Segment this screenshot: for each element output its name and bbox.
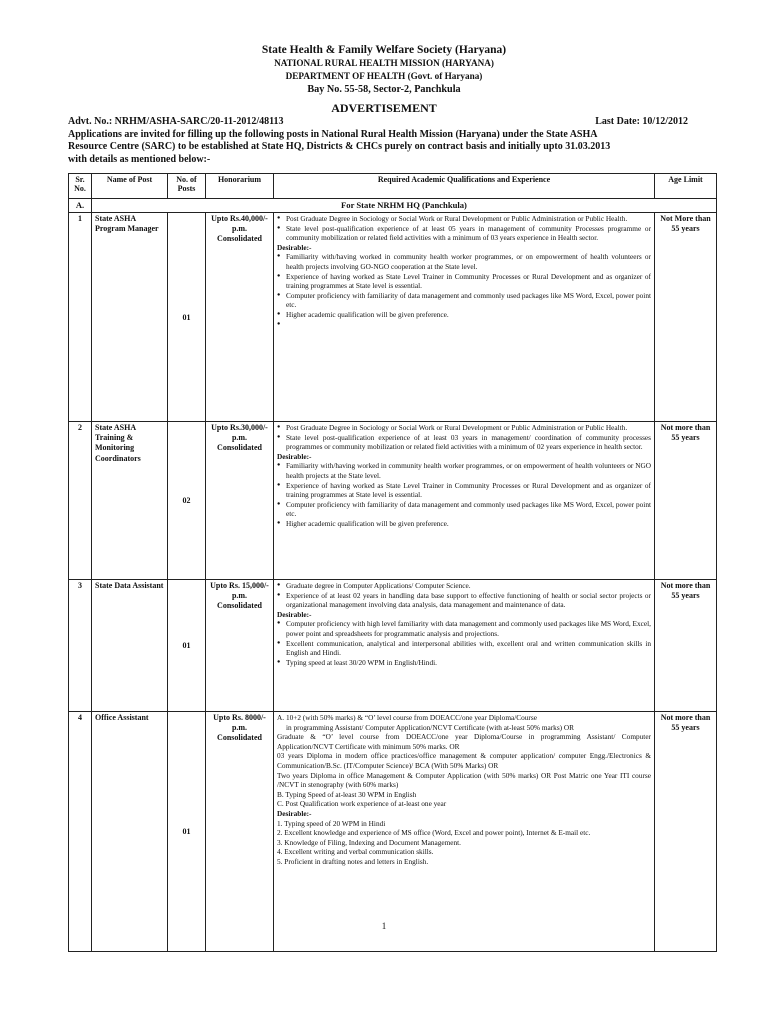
serial-number: 2	[69, 422, 92, 580]
column-header: Age Limit	[655, 174, 717, 199]
section-label: A.	[69, 199, 92, 213]
column-header: Name of Post	[92, 174, 168, 199]
qualifications	[274, 580, 655, 712]
qualification-line: C. Post Qualification work experience of at-least one year	[277, 799, 447, 809]
section-title: For State NRHM HQ (Panchkula)	[92, 199, 717, 213]
number-of-posts: 02	[168, 422, 206, 580]
organization-title: State Health & Family Welfare Society (Haryana)	[261, 44, 507, 56]
list-item: ● Familiarity with/having worked in community health worker programmes, or on empowerment of health volunteers or NGO health projects at the State level.	[277, 461, 651, 480]
age-limit: Not more than 55 years	[655, 712, 717, 952]
desirable-item: 3. Knowledge of Filing, Indexing and Document Management.	[277, 837, 462, 847]
list-item: ● Typing speed at least 30/20 WPM in English/Hindi.	[277, 658, 651, 668]
qualification-line: B. Typing Speed of at-least 30 WPM in English	[277, 789, 417, 799]
intro-line: Resource Centre (SARC) to be established at State HQ, Districts & CHCs purely on contract basis and initially upto 31.03.2013	[68, 141, 611, 153]
mission-title: NATIONAL RURAL HEALTH MISSION (HARYANA)	[274, 58, 494, 68]
qualification-line: Graduate & “O’ level course from DOEACC/one year Diploma/Course in programming Assistant/ Computer Application/NCVT Certificate with minimum 50% marks. OR	[277, 732, 651, 751]
list-item: ● Experience of at least 02 years in handling data base support to effective functioning of health or social sector projects or organizational management involving data analysis, data management and maintenance of data.	[277, 591, 651, 610]
qualifications	[274, 213, 655, 422]
age-limit: Not more than 55 years	[655, 580, 717, 712]
qualification-line: Two years Diploma in office Management & Computer Application (with 50% marks) OR Post Matric one Year ITI course /NCVT in stenography (with 60% marks)	[277, 770, 651, 790]
serial-number: 3	[69, 580, 92, 712]
honorarium: Upto Rs.40,000/- p.m. Consolidated	[206, 213, 274, 422]
list-item: ● Excellent communication, analytical and interpersonal abilities with, excellent oral and written communication skills in English and Hindi.	[277, 639, 651, 658]
qualifications	[274, 422, 655, 580]
list-item: ● Post Graduate Degree in Sociology or Social Work or Rural Development or Public Administration or Public Health.	[277, 214, 651, 224]
column-header: Sr. No.	[69, 174, 92, 199]
number-of-posts: 01	[168, 712, 206, 952]
advertisement-number: Advt. No.: NRHM/ASHA-SARC/20-11-2012/48113	[68, 116, 284, 127]
honorarium: Upto Rs. 8000/- p.m. Consolidated	[206, 712, 274, 952]
advertisement-heading: ADVERTISEMENT	[331, 101, 437, 115]
post-name: State Data Assistant	[92, 580, 168, 712]
section-row	[69, 199, 717, 213]
serial-number: 4	[69, 712, 92, 952]
list-item: ● Higher academic qualification will be given preference.	[277, 310, 651, 320]
desirable-item: 5. Proficient in drafting notes and letters in English.	[277, 856, 429, 866]
list-item: ● Computer proficiency with familiarity of data management and commonly used packages like MS Word, Excel, power point etc.	[277, 291, 651, 310]
desirable-item: 2. Excellent knowledge and experience of MS office (Word, Excel and power point), Internet & E-mail etc.	[277, 828, 591, 838]
list-item: ● Familiarity with/having worked in community health worker programmes, or on empowerment of health volunteers or health projects involving GO-NGO cooperation at the State level.	[277, 252, 651, 271]
honorarium: Upto Rs.30,000/- p.m. Consolidated	[206, 422, 274, 580]
post-name: State ASHA Training & Monitoring Coordinators	[92, 422, 168, 580]
list-item: ● State level post-qualification experience of at least 05 years in management of community Processes programme or community mobilization or related field activities with a minimum of 03 years experience in Health sector.	[277, 224, 651, 243]
desirable-label: Desirable:-	[277, 609, 312, 619]
qualification-line: 03 years Diploma in modern office practices/office management & computer application/ computer Engg./Electronics & Communication/B.Sc. (IT/Computer Science)/ BCA (With 50% Marks) OR	[277, 751, 651, 770]
posts-table	[68, 173, 717, 952]
last-date: Last Date: 10/12/2012	[595, 116, 688, 127]
qualification-line: in programming Assistant/ Computer Application/NCVT Certificate (with at-least 50% marks) OR	[286, 722, 575, 732]
qualification-line	[277, 713, 651, 723]
desirable-item: 1. Typing speed of 20 WPM in Hindi	[277, 818, 386, 828]
list-item: ● Computer proficiency with familiarity of data management and commonly used packages like MS Word, Excel, power point etc.	[277, 500, 651, 519]
list-item: ● Higher academic qualification will be given preference.	[277, 519, 651, 529]
qualifications	[274, 712, 655, 952]
list-item: ● Experience of having worked as State Level Trainer in Community Processes or Rural Development and as organizer of training programmes at State level is essential.	[277, 481, 651, 500]
number-of-posts: 01	[168, 213, 206, 422]
table-header-row	[69, 174, 717, 199]
age-limit: Not more than 55 years	[655, 422, 717, 580]
honorarium: Upto Rs. 15,000/- p.m. Consolidated	[206, 580, 274, 712]
table-row	[69, 213, 717, 422]
intro-paragraph	[68, 129, 688, 166]
list-item: ● Computer proficiency with high level familiarity with data management and commonly used packages like MS Word, Excel, power point and spreadsheets for programmatic analysis and projections.	[277, 619, 651, 638]
desirable-label: Desirable:-	[277, 451, 312, 461]
address-line: Bay No. 55-58, Sector-2, Panchkula	[307, 84, 461, 95]
number-of-posts: 01	[168, 580, 206, 712]
column-header: Required Academic Qualifications and Experience	[274, 174, 655, 199]
qualification-text: 10+2 (with 50% marks) & “O’ level course from DOEACC/one year Diploma/Course	[285, 713, 537, 722]
list-item: ● Experience of having worked as State Level Trainer in Community Processes or Rural Development and as organizer of training programmes at State level is essential.	[277, 272, 651, 291]
table-row	[69, 580, 717, 712]
intro-line: Applications are invited for filling up the following posts in National Rural Health Mission (Haryana) under the State ASHA	[68, 129, 598, 140]
desirable-label: Desirable:-	[277, 808, 312, 818]
serial-number: 1	[69, 213, 92, 422]
intro-line: with details as mentioned below:-	[68, 153, 211, 165]
page-number: 1	[381, 921, 387, 931]
table-row	[69, 422, 717, 580]
column-header: No. of Posts	[168, 174, 206, 199]
table-row	[69, 712, 717, 952]
list-item: ● Post Graduate Degree in Sociology or Social Work or Rural Development or Public Administration or Public Health.	[277, 423, 651, 433]
post-name: State ASHA Program Manager	[92, 213, 168, 422]
post-name: Office Assistant	[92, 712, 168, 952]
age-limit: Not More than 55 years	[655, 213, 717, 422]
list-item: ● Graduate degree in Computer Applications/ Computer Science.	[277, 581, 651, 591]
option-label: A.	[277, 713, 285, 722]
department-title: DEPARTMENT OF HEALTH (Govt. of Haryana)	[285, 71, 483, 81]
desirable-label: Desirable:-	[277, 242, 312, 252]
column-header: Honorarium	[206, 174, 274, 199]
desirable-item: 4. Excellent writing and verbal communication skills.	[277, 847, 434, 857]
list-item: ● State level post-qualification experience of at least 03 years in management/ coordination of community processes programmes or community mobilization or related field activities with a minimum of 02 years experience in health sector.	[277, 433, 651, 452]
